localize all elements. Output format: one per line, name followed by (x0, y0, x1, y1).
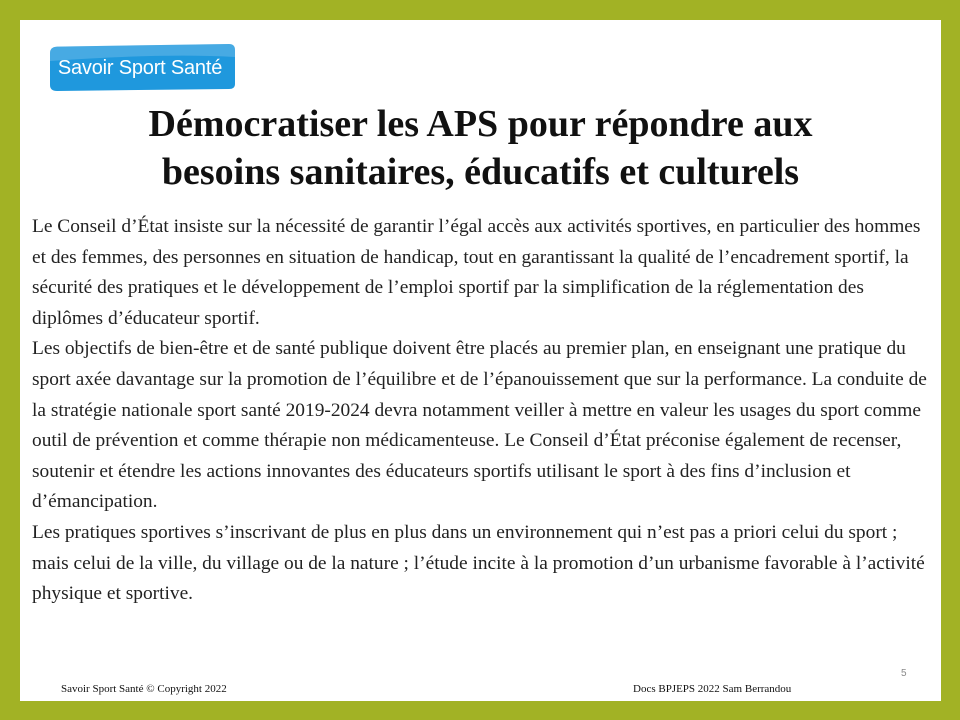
body-text (32, 212, 937, 610)
slide-title (20, 100, 941, 196)
slide-title-line-2: besoins sanitaires, éducatifs et culturels (161, 151, 800, 193)
body-paragraph-3: Les pratiques sportives s’inscrivant de plus en plus dans un environnement qui n’est pas a priori celui du sport ; mais celui de la ville, du village ou de la nature ; l’étude incite à la promotion d’un urbanisme favorable à l’activité physique et sportive. (32, 521, 925, 605)
logo-text: Savoir Sport Santé (57, 57, 223, 79)
footer-document-credit: Docs BPJEPS 2022 Sam Berrandou (633, 683, 792, 695)
footer-copyright: Savoir Sport Santé © Copyright 2022 (61, 683, 227, 695)
brand-logo (44, 43, 236, 92)
slide (20, 20, 941, 701)
page-number: 5 (901, 668, 907, 679)
slide-title-line-1: Démocratiser les APS pour répondre aux (148, 103, 813, 145)
body-paragraph-1: Le Conseil d’État insiste sur la nécessité de garantir l’égal accès aux activités sportives, en particulier des hommes et des femmes, des personnes en situation de handicap, tout en garantissant la qualité de l’encadrement sportif, la sécurité des pratiques et le développement de l’emploi sportif par la simplification de la réglementation des diplômes d’éducateur sportif. (32, 216, 921, 329)
body-paragraph-2: Les objectifs de bien-être et de santé publique doivent être placés au premier plan, en enseignant une pratique du sport axée davantage sur la promotion de l’équilibre et de l’épanouissement que sur la performance. La conduite de la stratégie nationale sport santé 2019-2024 devra notamment veiller à mettre en valeur les usages du sport comme outil de prévention et comme thérapie non médicamenteuse. Le Conseil d’État préconise également de recenser, soutenir et étendre les actions innovantes des éducateurs sportifs utilisant le sport à des fins d’inclusion et d’émancipation. (32, 338, 927, 513)
